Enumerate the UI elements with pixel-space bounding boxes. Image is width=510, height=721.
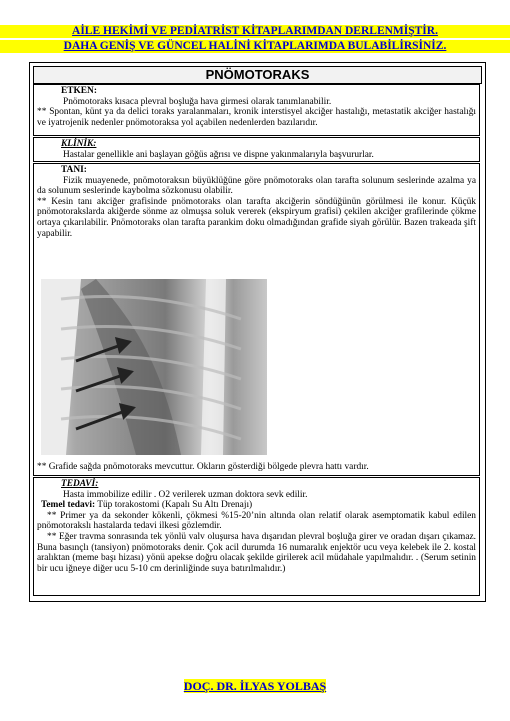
temel-tedavi-line (41, 500, 476, 511)
tedavi-p3: ** Eğer travma sonrasında tek yönlü valv oluşursa hava dışarıdan plevral boşluğa girer ve oradan dışarı çıkamaz. Buna basınçlı (tansiyon) pnömotoraks denir. Çok acil durumda 16 numaralık enjektör ucu veya kelebek ile 2. kostal aralıktan (meme başı hizası) yönü apekse doğru olacak şekilde girilerek acil müdahale yapılmalıdır. . (Serum setinin bir ucu iğneye diğer ucu 5-10 cm derinliğinde suya batırılmalıdır.) (37, 531, 476, 574)
section-tedavi (33, 477, 480, 596)
author-footer: DOÇ. DR. İLYAS YOLBAŞ (183, 679, 327, 693)
temel-tedavi-text: Tüp torakostomi (Kapalı Su Altı Drenajı) (95, 500, 253, 511)
tedavi-p2: ** Primer ya da sekonder kökenli, çökmesi %15-20’nin altında olan relatif olarak asemptomatik kabul edilen pnömotorakslı hastalarda tedavi ilkesi gözlemdir. (37, 510, 476, 532)
temel-tedavi-label: Temel tedavi: (41, 500, 96, 511)
tani-p2: ** Kesin tanı akciğer grafisinde pnömotoraks olan tarafta akciğerin söndüğünün görülmesi ile konur. Küçük pnömotorakslarda akiğerde sönme az olmuşsa soluk vererek (ekspiryum grafisi) çekilen akciğer grafilerinde çökme ortaya çıkarılabilir. Pnömotoraks olan tarafta parankim doku olmadığından grafide siyah görülür. Bazen trakeada şift yapabilir. (37, 196, 476, 239)
tedavi-p1: Hasta immobilize edilir . O2 verilerek uzman doktora sevk edilir. (63, 489, 308, 500)
section-etken (33, 84, 480, 136)
section-klinik (33, 137, 480, 162)
klinik-heading: KLİNİK: (61, 139, 97, 149)
etken-heading: ETKEN: (61, 86, 97, 96)
etken-p1: Pnömotoraks kısaca plevral boşluğa hava girmesi olarak tanımlanabilir. (63, 96, 332, 107)
tani-p1: Fizik muayenede, pnömotoraksın büyüklüğüne göre pnömotoraks olan tarafta solunum seslerinde azalma ya da solunum seslerinde kaybolma sözkonusu olabilir. (37, 175, 476, 197)
header-line-2: DAHA GENİŞ VE GÜNCEL HALİNİ KİTAPLARIMDA BULABİLİRSİNİZ. (0, 40, 510, 53)
tedavi-heading: TEDAVİ: (61, 479, 99, 489)
page-title: PNÖMOTORAKS (33, 66, 482, 84)
chest-xray-image (41, 279, 267, 455)
tani-heading: TANI: (61, 165, 87, 175)
xray-caption: ** Grafide sağda pnömotoraks mevcuttur. Okların gösterdiği bölgede plevra hattı vardır. (37, 462, 369, 473)
header-line-1: AİLE HEKİMİ VE PEDİATRİST KİTAPLARIMDAN DERLENMİŞTİR. (0, 25, 510, 38)
klinik-p1: Hastalar genellikle ani başlayan göğüs ağrısı ve dispne yakınmalarıyla başvururlar. (63, 149, 374, 160)
etken-p2: ** Spontan, künt ya da delici toraks yaralanmaları, kronik interstisyel akciğer hastalığı, metastatik akciğer hastalığı ve iyatrojenik nedenler pnömotoraksa yol açabilen nedenlerden bazılarıdır. (37, 107, 476, 128)
